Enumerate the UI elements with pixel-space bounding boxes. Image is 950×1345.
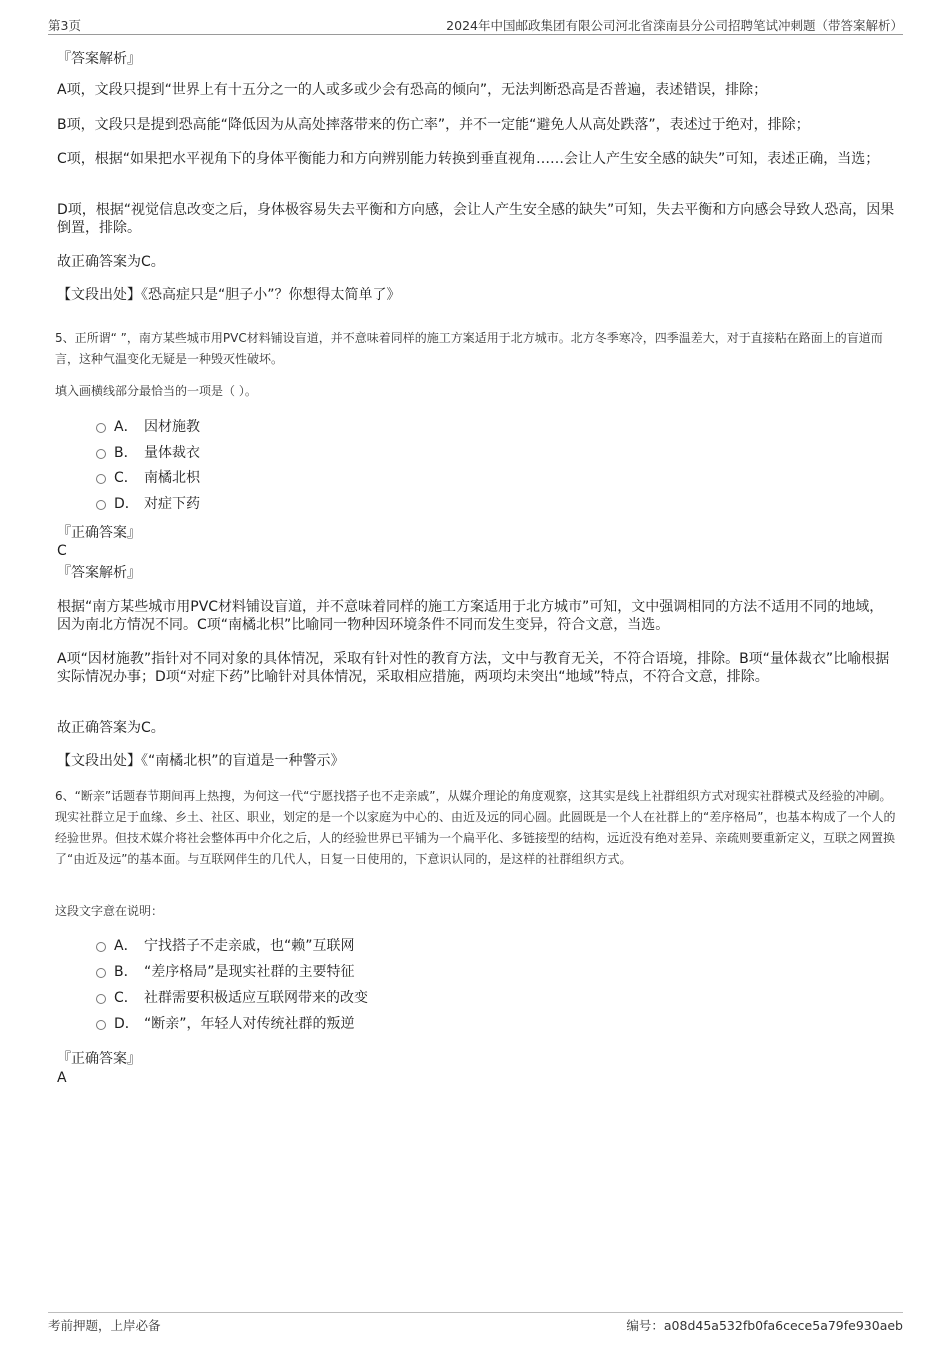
q5-option-d[interactable]: D． 对症下药 <box>96 494 200 514</box>
q4-analysis-title: 『答案解析』 <box>57 51 141 67</box>
q5-analysis-title: 『答案解析』 <box>57 565 141 581</box>
radio-icon[interactable] <box>96 994 106 1004</box>
radio-icon[interactable] <box>96 500 106 510</box>
q4-conclusion: 故正确答案为C。 <box>57 254 165 270</box>
q6-answer-title: 『正确答案』 <box>57 1051 141 1067</box>
footer-slogan: 考前押题，上岸必备 <box>48 1318 161 1333</box>
q5-stem: 5、正所谓“ ”，南方某些城市用PVC材料铺设盲道，并不意味着同样的施工方案适用于北方城市。北方冬季寒冷，四季温差大，对于直接粘在路面上的盲道而言，这种气温变化无疑是一种毁灭性破坏。 <box>55 331 883 366</box>
radio-icon[interactable] <box>96 1020 106 1030</box>
q5-answer-title: 『正确答案』 <box>57 525 141 541</box>
q4-source: 【文段出处】《恐高症只是“胆子小”？你想得太简单了》 <box>57 287 401 303</box>
q5-option-c[interactable]: C． 南橘北枳 <box>96 468 200 488</box>
q4-analysis-d: D项，根据“视觉信息改变之后，身体极容易失去平衡和方向感，会让人产生安全感的缺失”可知，失去平衡和方向感会导致人恐高，因果倒置，排除。 <box>57 202 895 236</box>
q6-option-c[interactable]: C． 社群需要积极适应互联网带来的改变 <box>96 988 368 1008</box>
q4-analysis-c: C项，根据“如果把水平视角下的身体平衡能力和方向辨别能力转换到垂直视角……会让人产生安全感的缺失”可知，表述正确，当选； <box>57 151 880 167</box>
page-number: 第3页 <box>48 18 81 33</box>
radio-icon[interactable] <box>96 942 106 952</box>
q5-answer: C <box>57 543 67 559</box>
footer-serial: 编号：a08d45a532fb0fa6cece5a79fe930aeb <box>626 1318 903 1333</box>
radio-icon[interactable] <box>96 423 106 433</box>
q5-analysis-1: 根据“南方某些城市用PVC材料铺设盲道，并不意味着同样的施工方案适用于北方城市”可知，文中强调相同的方法不适用不同的地域，因为南北方情况不同。C项“南橘北枳”比喻同一物种因环境条件不同而发生变异，符合文意，当选。 <box>57 599 884 633</box>
q6-option-d[interactable]: D． “断亲”，年轻人对传统社群的叛逆 <box>96 1014 355 1034</box>
q5-analysis-2: A项“因材施教”指针对不同对象的具体情况，采取有针对性的教育方法，文中与教育无关，不符合语境，排除。B项“量体裁衣”比喻根据实际情况办事；D项“对症下药”比喻针对具体情况，采取相应措施，两项均未突出“地域”特点，不符合文意，排除。 <box>57 651 890 685</box>
q4-analysis-b: B项，文段只是提到恐高能“降低因为从高处摔落带来的伤亡率”，并不一定能“避免人从高处跌落”，表述过于绝对，排除； <box>57 117 810 133</box>
q6-option-a[interactable]: A． 宁找搭子不走亲戚，也“赖”互联网 <box>96 936 355 956</box>
radio-icon[interactable] <box>96 449 106 459</box>
q5-option-b[interactable]: B． 量体裁衣 <box>96 443 200 463</box>
q6-prompt: 这段文字意在说明： <box>55 904 164 918</box>
page-footer <box>48 1312 903 1333</box>
radio-icon[interactable] <box>96 968 106 978</box>
q6-answer: A <box>57 1070 67 1086</box>
q4-analysis-a: A项，文段只提到“世界上有十五分之一的人或多或少会有恐高的倾向”，无法判断恐高是否普遍，表述错误，排除； <box>57 82 768 98</box>
page-header <box>48 14 903 35</box>
q6-stem: 6、“断亲”话题春节期间再上热搜，为何这一代“宁愿找搭子也不走亲戚”，从媒介理论的角度观察，这其实是线上社群组织方式对现实社群模式及经验的冲刷。现实社群立足于血缘、乡土、社区、职业，划定的是一个以家庭为中心的、由近及远的同心圆。此圆既是一个人在社群上的“差序格局”，也基本构成了一个人的经验世界。但技术媒介将社会整体再中介化之后，人的经验世界已平铺为一个扁平化、多链接型的结构，远近没有绝对差异、亲疏则要重新定义，互联之网置换了“由近及远”的基本面。与互联网伴生的几代人，日复一日使用的，下意识认同的，是这样的社群组织方式。 <box>55 789 896 866</box>
q5-prompt: 填入画横线部分最恰当的一项是（ ）。 <box>55 384 257 398</box>
q5-source: 【文段出处】《“南橘北枳”的盲道是一种警示》 <box>57 753 345 769</box>
document-title: 2024年中国邮政集团有限公司河北省滦南县分公司招聘笔试冲刺题（带答案解析） <box>446 18 903 33</box>
q5-option-a[interactable]: A． 因材施教 <box>96 417 200 437</box>
q6-option-b[interactable]: B． “差序格局”是现实社群的主要特征 <box>96 962 355 982</box>
q5-conclusion: 故正确答案为C。 <box>57 720 165 736</box>
radio-icon[interactable] <box>96 474 106 484</box>
